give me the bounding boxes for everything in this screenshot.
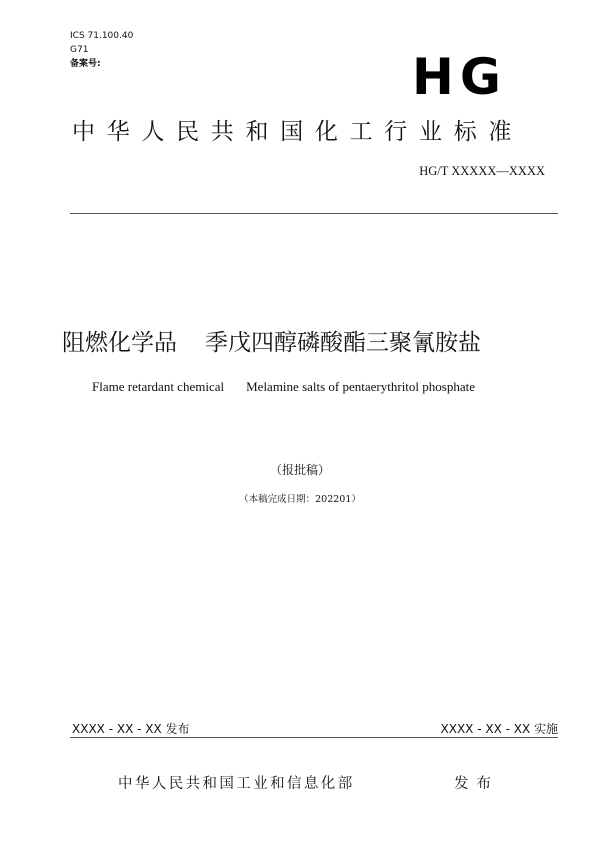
standard-category: 中华人民共和国化工行业标准 [72,119,524,145]
title-english-part2: Melamine salts of pentaerythritol phosphate [246,379,475,394]
title-chinese [62,327,481,359]
draft-completion-date: （本稿完成日期：202201） [239,494,361,505]
ics-code: ICS 71.100.40 [70,31,134,41]
bottom-divider [70,737,558,738]
issuing-authority: 中华人民共和国工业和信息化部 [118,776,355,792]
hg-logo: HG [412,48,507,106]
standard-number: HG/T XXXXX—XXXX [419,164,545,178]
ccs-code: G71 [70,45,89,55]
top-divider [70,213,558,214]
title-chinese-part1: 阻燃化学品 [62,330,177,356]
issue-label: 发布 [454,776,499,792]
title-english [92,378,475,396]
record-number-label: 备案号: [70,59,101,69]
draft-stage: （报批稿） [269,463,330,477]
issue-date: XXXX - XX - XX 发布 [72,722,190,736]
title-chinese-part2: 季戊四醇磷酸酯三聚氰胺盐 [205,330,481,356]
title-english-part1: Flame retardant chemical [92,379,225,394]
implementation-date: XXXX - XX - XX 实施 [440,722,558,736]
